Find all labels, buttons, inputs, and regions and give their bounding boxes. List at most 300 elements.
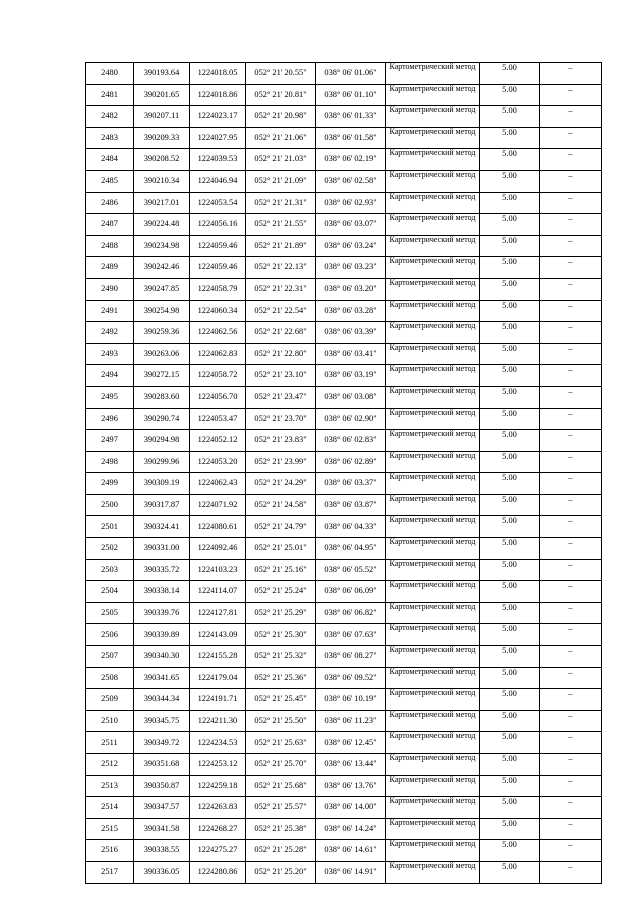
cell-x-coordinate: 390207.11 xyxy=(134,106,190,128)
cell-point-number: 2503 xyxy=(86,559,134,581)
cell-point-number: 2483 xyxy=(86,127,134,149)
cell-method: Картометрический метод xyxy=(386,365,480,387)
cell-accuracy: 5.00 xyxy=(480,192,540,214)
table-row xyxy=(86,235,602,257)
cell-method: Картометрический метод xyxy=(386,106,480,128)
cell-method: Картометрический метод xyxy=(386,624,480,646)
cell-note: – xyxy=(540,214,602,236)
cell-note: – xyxy=(540,170,602,192)
cell-method: Картометрический метод xyxy=(386,494,480,516)
cell-x-coordinate: 390210.34 xyxy=(134,170,190,192)
table-row xyxy=(86,818,602,840)
cell-latitude: 052° 21' 25.29" xyxy=(246,602,316,624)
cell-note: – xyxy=(540,840,602,862)
table-row xyxy=(86,581,602,603)
cell-x-coordinate: 390340.30 xyxy=(134,646,190,668)
table-row xyxy=(86,386,602,408)
table-row xyxy=(86,861,602,883)
cell-longitude: 038° 06' 03.39" xyxy=(316,322,386,344)
cell-point-number: 2511 xyxy=(86,732,134,754)
cell-y-coordinate: 1224155.28 xyxy=(190,646,246,668)
cell-y-coordinate: 1224259.18 xyxy=(190,775,246,797)
cell-point-number: 2493 xyxy=(86,343,134,365)
table-row xyxy=(86,494,602,516)
coordinates-table xyxy=(85,62,602,884)
cell-longitude: 038° 06' 01.58" xyxy=(316,127,386,149)
cell-y-coordinate: 1224263.83 xyxy=(190,797,246,819)
cell-longitude: 038° 06' 02.19" xyxy=(316,149,386,171)
cell-point-number: 2489 xyxy=(86,257,134,279)
cell-longitude: 038° 06' 14.24" xyxy=(316,818,386,840)
cell-point-number: 2485 xyxy=(86,170,134,192)
table-row xyxy=(86,710,602,732)
cell-method: Картометрический метод xyxy=(386,732,480,754)
cell-latitude: 052° 21' 23.83" xyxy=(246,430,316,452)
cell-y-coordinate: 1224058.72 xyxy=(190,365,246,387)
cell-method: Картометрический метод xyxy=(386,538,480,560)
cell-x-coordinate: 390336.05 xyxy=(134,861,190,883)
cell-note: – xyxy=(540,494,602,516)
cell-longitude: 038° 06' 03.20" xyxy=(316,278,386,300)
cell-note: – xyxy=(540,322,602,344)
cell-x-coordinate: 390351.68 xyxy=(134,754,190,776)
cell-y-coordinate: 1224253.12 xyxy=(190,754,246,776)
cell-x-coordinate: 390341.58 xyxy=(134,818,190,840)
cell-y-coordinate: 1224060.34 xyxy=(190,300,246,322)
table-row xyxy=(86,322,602,344)
cell-y-coordinate: 1224059.46 xyxy=(190,235,246,257)
cell-x-coordinate: 390217.01 xyxy=(134,192,190,214)
cell-x-coordinate: 390242.46 xyxy=(134,257,190,279)
cell-point-number: 2510 xyxy=(86,710,134,732)
cell-note: – xyxy=(540,667,602,689)
cell-y-coordinate: 1224027.95 xyxy=(190,127,246,149)
cell-y-coordinate: 1224114.07 xyxy=(190,581,246,603)
cell-note: – xyxy=(540,818,602,840)
cell-y-coordinate: 1224062.43 xyxy=(190,473,246,495)
cell-accuracy: 5.00 xyxy=(480,170,540,192)
cell-x-coordinate: 390309.19 xyxy=(134,473,190,495)
cell-longitude: 038° 06' 03.23" xyxy=(316,257,386,279)
cell-method: Картометрический метод xyxy=(386,861,480,883)
cell-latitude: 052° 21' 25.38" xyxy=(246,818,316,840)
cell-point-number: 2514 xyxy=(86,797,134,819)
cell-method: Картометрический метод xyxy=(386,840,480,862)
cell-latitude: 052° 21' 25.70" xyxy=(246,754,316,776)
cell-method: Картометрический метод xyxy=(386,278,480,300)
cell-note: – xyxy=(540,84,602,106)
cell-y-coordinate: 1224062.56 xyxy=(190,322,246,344)
cell-latitude: 052° 21' 25.30" xyxy=(246,624,316,646)
cell-note: – xyxy=(540,127,602,149)
table-row xyxy=(86,840,602,862)
cell-y-coordinate: 1224071.92 xyxy=(190,494,246,516)
cell-method: Картометрический метод xyxy=(386,84,480,106)
cell-latitude: 052° 21' 21.09" xyxy=(246,170,316,192)
cell-note: – xyxy=(540,408,602,430)
cell-x-coordinate: 390349.72 xyxy=(134,732,190,754)
cell-longitude: 038° 06' 13.76" xyxy=(316,775,386,797)
cell-accuracy: 5.00 xyxy=(480,214,540,236)
cell-longitude: 038° 06' 04.95" xyxy=(316,538,386,560)
cell-longitude: 038° 06' 02.89" xyxy=(316,451,386,473)
cell-method: Картометрический метод xyxy=(386,516,480,538)
cell-accuracy: 5.00 xyxy=(480,494,540,516)
cell-method: Картометрический метод xyxy=(386,408,480,430)
cell-method: Картометрический метод xyxy=(386,646,480,668)
cell-latitude: 052° 21' 22.54" xyxy=(246,300,316,322)
cell-point-number: 2491 xyxy=(86,300,134,322)
cell-accuracy: 5.00 xyxy=(480,106,540,128)
cell-x-coordinate: 390247.85 xyxy=(134,278,190,300)
cell-point-number: 2501 xyxy=(86,516,134,538)
cell-longitude: 038° 06' 02.83" xyxy=(316,430,386,452)
cell-x-coordinate: 390324.41 xyxy=(134,516,190,538)
cell-latitude: 052° 21' 23.70" xyxy=(246,408,316,430)
cell-method: Картометрический метод xyxy=(386,192,480,214)
cell-accuracy: 5.00 xyxy=(480,343,540,365)
cell-longitude: 038° 06' 03.87" xyxy=(316,494,386,516)
table-row xyxy=(86,106,602,128)
cell-y-coordinate: 1224143.09 xyxy=(190,624,246,646)
cell-latitude: 052° 21' 25.16" xyxy=(246,559,316,581)
cell-point-number: 2515 xyxy=(86,818,134,840)
cell-latitude: 052° 21' 25.68" xyxy=(246,775,316,797)
cell-latitude: 052° 21' 25.01" xyxy=(246,538,316,560)
cell-method: Картометрический метод xyxy=(386,322,480,344)
cell-point-number: 2513 xyxy=(86,775,134,797)
cell-accuracy: 5.00 xyxy=(480,646,540,668)
cell-note: – xyxy=(540,710,602,732)
cell-accuracy: 5.00 xyxy=(480,278,540,300)
cell-longitude: 038° 06' 03.37" xyxy=(316,473,386,495)
cell-x-coordinate: 390339.76 xyxy=(134,602,190,624)
cell-y-coordinate: 1224268.27 xyxy=(190,818,246,840)
cell-note: – xyxy=(540,861,602,883)
cell-accuracy: 5.00 xyxy=(480,84,540,106)
cell-x-coordinate: 390209.33 xyxy=(134,127,190,149)
cell-latitude: 052° 21' 24.58" xyxy=(246,494,316,516)
cell-x-coordinate: 390299.96 xyxy=(134,451,190,473)
table-row xyxy=(86,754,602,776)
table-row xyxy=(86,646,602,668)
cell-note: – xyxy=(540,581,602,603)
cell-method: Картометрический метод xyxy=(386,343,480,365)
cell-latitude: 052° 21' 25.28" xyxy=(246,840,316,862)
cell-method: Картометрический метод xyxy=(386,818,480,840)
cell-point-number: 2507 xyxy=(86,646,134,668)
cell-accuracy: 5.00 xyxy=(480,386,540,408)
cell-x-coordinate: 390335.72 xyxy=(134,559,190,581)
cell-x-coordinate: 390234.98 xyxy=(134,235,190,257)
cell-accuracy: 5.00 xyxy=(480,516,540,538)
table-row xyxy=(86,408,602,430)
cell-y-coordinate: 1224052.12 xyxy=(190,430,246,452)
cell-longitude: 038° 06' 01.10" xyxy=(316,84,386,106)
cell-latitude: 052° 21' 21.55" xyxy=(246,214,316,236)
cell-note: – xyxy=(540,106,602,128)
table-row xyxy=(86,170,602,192)
cell-note: – xyxy=(540,689,602,711)
cell-latitude: 052° 21' 21.89" xyxy=(246,235,316,257)
cell-longitude: 038° 06' 01.06" xyxy=(316,63,386,85)
cell-accuracy: 5.00 xyxy=(480,365,540,387)
cell-note: – xyxy=(540,192,602,214)
cell-note: – xyxy=(540,235,602,257)
table-row xyxy=(86,624,602,646)
cell-y-coordinate: 1224234.53 xyxy=(190,732,246,754)
cell-y-coordinate: 1224280.86 xyxy=(190,861,246,883)
cell-accuracy: 5.00 xyxy=(480,732,540,754)
cell-note: – xyxy=(540,473,602,495)
table-row xyxy=(86,127,602,149)
cell-x-coordinate: 390338.14 xyxy=(134,581,190,603)
cell-y-coordinate: 1224103.23 xyxy=(190,559,246,581)
cell-latitude: 052° 21' 25.63" xyxy=(246,732,316,754)
table-row xyxy=(86,365,602,387)
cell-note: – xyxy=(540,430,602,452)
cell-method: Картометрический метод xyxy=(386,797,480,819)
cell-x-coordinate: 390193.64 xyxy=(134,63,190,85)
cell-accuracy: 5.00 xyxy=(480,861,540,883)
cell-y-coordinate: 1224018.05 xyxy=(190,63,246,85)
cell-latitude: 052° 21' 22.31" xyxy=(246,278,316,300)
cell-y-coordinate: 1224211.30 xyxy=(190,710,246,732)
table-row xyxy=(86,451,602,473)
table-row xyxy=(86,667,602,689)
cell-latitude: 052° 21' 24.79" xyxy=(246,516,316,538)
cell-longitude: 038° 06' 09.52" xyxy=(316,667,386,689)
cell-note: – xyxy=(540,797,602,819)
cell-point-number: 2490 xyxy=(86,278,134,300)
cell-x-coordinate: 390317.87 xyxy=(134,494,190,516)
cell-point-number: 2502 xyxy=(86,538,134,560)
cell-method: Картометрический метод xyxy=(386,754,480,776)
cell-point-number: 2500 xyxy=(86,494,134,516)
table-row xyxy=(86,84,602,106)
cell-latitude: 052° 21' 25.24" xyxy=(246,581,316,603)
cell-method: Картометрический метод xyxy=(386,451,480,473)
cell-longitude: 038° 06' 03.08" xyxy=(316,386,386,408)
cell-y-coordinate: 1224058.79 xyxy=(190,278,246,300)
cell-x-coordinate: 390294.98 xyxy=(134,430,190,452)
cell-longitude: 038° 06' 08.27" xyxy=(316,646,386,668)
cell-longitude: 038° 06' 02.93" xyxy=(316,192,386,214)
cell-latitude: 052° 21' 20.98" xyxy=(246,106,316,128)
cell-method: Картометрический метод xyxy=(386,775,480,797)
cell-method: Картометрический метод xyxy=(386,473,480,495)
cell-point-number: 2488 xyxy=(86,235,134,257)
cell-latitude: 052° 21' 25.45" xyxy=(246,689,316,711)
cell-longitude: 038° 06' 03.07" xyxy=(316,214,386,236)
cell-latitude: 052° 21' 22.68" xyxy=(246,322,316,344)
cell-note: – xyxy=(540,451,602,473)
cell-latitude: 052° 21' 23.47" xyxy=(246,386,316,408)
cell-method: Картометрический метод xyxy=(386,667,480,689)
table-row xyxy=(86,689,602,711)
cell-longitude: 038° 06' 02.90" xyxy=(316,408,386,430)
cell-method: Картометрический метод xyxy=(386,300,480,322)
cell-longitude: 038° 06' 13.44" xyxy=(316,754,386,776)
table-row xyxy=(86,192,602,214)
cell-x-coordinate: 390283.60 xyxy=(134,386,190,408)
cell-accuracy: 5.00 xyxy=(480,818,540,840)
cell-latitude: 052° 21' 22.80" xyxy=(246,343,316,365)
cell-point-number: 2496 xyxy=(86,408,134,430)
cell-y-coordinate: 1224179.04 xyxy=(190,667,246,689)
cell-accuracy: 5.00 xyxy=(480,127,540,149)
cell-latitude: 052° 21' 23.99" xyxy=(246,451,316,473)
cell-latitude: 052° 21' 20.55" xyxy=(246,63,316,85)
cell-note: – xyxy=(540,343,602,365)
cell-note: – xyxy=(540,149,602,171)
cell-accuracy: 5.00 xyxy=(480,322,540,344)
cell-y-coordinate: 1224092.46 xyxy=(190,538,246,560)
cell-note: – xyxy=(540,602,602,624)
cell-accuracy: 5.00 xyxy=(480,149,540,171)
cell-accuracy: 5.00 xyxy=(480,754,540,776)
cell-note: – xyxy=(540,516,602,538)
cell-point-number: 2506 xyxy=(86,624,134,646)
cell-method: Картометрический метод xyxy=(386,386,480,408)
cell-accuracy: 5.00 xyxy=(480,451,540,473)
cell-y-coordinate: 1224275.27 xyxy=(190,840,246,862)
cell-latitude: 052° 21' 24.29" xyxy=(246,473,316,495)
cell-point-number: 2480 xyxy=(86,63,134,85)
cell-latitude: 052° 21' 25.20" xyxy=(246,861,316,883)
table-row xyxy=(86,214,602,236)
cell-y-coordinate: 1224023.17 xyxy=(190,106,246,128)
cell-note: – xyxy=(540,775,602,797)
cell-x-coordinate: 390347.57 xyxy=(134,797,190,819)
table-row xyxy=(86,300,602,322)
cell-method: Картометрический метод xyxy=(386,149,480,171)
cell-x-coordinate: 390350.87 xyxy=(134,775,190,797)
cell-x-coordinate: 390290.74 xyxy=(134,408,190,430)
table-row xyxy=(86,473,602,495)
cell-point-number: 2499 xyxy=(86,473,134,495)
cell-accuracy: 5.00 xyxy=(480,538,540,560)
cell-longitude: 038° 06' 14.91" xyxy=(316,861,386,883)
cell-method: Картометрический метод xyxy=(386,63,480,85)
cell-longitude: 038° 06' 11.23" xyxy=(316,710,386,732)
cell-longitude: 038° 06' 03.24" xyxy=(316,235,386,257)
cell-longitude: 038° 06' 10.19" xyxy=(316,689,386,711)
cell-point-number: 2498 xyxy=(86,451,134,473)
cell-accuracy: 5.00 xyxy=(480,63,540,85)
cell-accuracy: 5.00 xyxy=(480,689,540,711)
table-row xyxy=(86,257,602,279)
cell-accuracy: 5.00 xyxy=(480,300,540,322)
cell-y-coordinate: 1224059.46 xyxy=(190,257,246,279)
cell-x-coordinate: 390345.75 xyxy=(134,710,190,732)
cell-x-coordinate: 390254.98 xyxy=(134,300,190,322)
cell-note: – xyxy=(540,538,602,560)
cell-accuracy: 5.00 xyxy=(480,840,540,862)
cell-method: Картометрический метод xyxy=(386,602,480,624)
table-row xyxy=(86,430,602,452)
cell-y-coordinate: 1224191.71 xyxy=(190,689,246,711)
cell-longitude: 038° 06' 03.41" xyxy=(316,343,386,365)
table-row xyxy=(86,775,602,797)
cell-accuracy: 5.00 xyxy=(480,473,540,495)
cell-accuracy: 5.00 xyxy=(480,624,540,646)
cell-note: – xyxy=(540,624,602,646)
cell-method: Картометрический метод xyxy=(386,127,480,149)
cell-method: Картометрический метод xyxy=(386,710,480,732)
cell-accuracy: 5.00 xyxy=(480,602,540,624)
cell-longitude: 038° 06' 04.33" xyxy=(316,516,386,538)
cell-x-coordinate: 390344.34 xyxy=(134,689,190,711)
cell-longitude: 038° 06' 02.58" xyxy=(316,170,386,192)
cell-x-coordinate: 390224.48 xyxy=(134,214,190,236)
cell-x-coordinate: 390201.65 xyxy=(134,84,190,106)
cell-accuracy: 5.00 xyxy=(480,667,540,689)
cell-point-number: 2482 xyxy=(86,106,134,128)
cell-y-coordinate: 1224127.81 xyxy=(190,602,246,624)
cell-x-coordinate: 390263.06 xyxy=(134,343,190,365)
cell-longitude: 038° 06' 01.33" xyxy=(316,106,386,128)
cell-note: – xyxy=(540,559,602,581)
cell-longitude: 038° 06' 05.52" xyxy=(316,559,386,581)
table-row xyxy=(86,516,602,538)
cell-longitude: 038° 06' 06.09" xyxy=(316,581,386,603)
cell-latitude: 052° 21' 21.06" xyxy=(246,127,316,149)
table-row xyxy=(86,732,602,754)
cell-point-number: 2481 xyxy=(86,84,134,106)
table-row xyxy=(86,538,602,560)
table-row xyxy=(86,602,602,624)
coordinates-table-body xyxy=(86,63,602,884)
cell-point-number: 2516 xyxy=(86,840,134,862)
cell-note: – xyxy=(540,257,602,279)
table-row xyxy=(86,278,602,300)
cell-method: Картометрический метод xyxy=(386,235,480,257)
cell-y-coordinate: 1224053.47 xyxy=(190,408,246,430)
cell-longitude: 038° 06' 03.28" xyxy=(316,300,386,322)
cell-point-number: 2517 xyxy=(86,861,134,883)
cell-x-coordinate: 390259.36 xyxy=(134,322,190,344)
cell-latitude: 052° 21' 21.31" xyxy=(246,192,316,214)
cell-note: – xyxy=(540,63,602,85)
cell-note: – xyxy=(540,754,602,776)
table-row xyxy=(86,149,602,171)
cell-point-number: 2497 xyxy=(86,430,134,452)
cell-y-coordinate: 1224080.61 xyxy=(190,516,246,538)
cell-method: Картометрический метод xyxy=(386,689,480,711)
cell-point-number: 2495 xyxy=(86,386,134,408)
cell-accuracy: 5.00 xyxy=(480,559,540,581)
cell-latitude: 052° 21' 25.50" xyxy=(246,710,316,732)
cell-longitude: 038° 06' 14.61" xyxy=(316,840,386,862)
table-row xyxy=(86,797,602,819)
cell-point-number: 2505 xyxy=(86,602,134,624)
cell-y-coordinate: 1224056.70 xyxy=(190,386,246,408)
cell-longitude: 038° 06' 12.45" xyxy=(316,732,386,754)
cell-accuracy: 5.00 xyxy=(480,408,540,430)
cell-method: Картометрический метод xyxy=(386,581,480,603)
table-row xyxy=(86,343,602,365)
cell-x-coordinate: 390338.55 xyxy=(134,840,190,862)
cell-note: – xyxy=(540,386,602,408)
cell-accuracy: 5.00 xyxy=(480,797,540,819)
cell-point-number: 2492 xyxy=(86,322,134,344)
cell-x-coordinate: 390339.89 xyxy=(134,624,190,646)
cell-accuracy: 5.00 xyxy=(480,775,540,797)
cell-x-coordinate: 390272.15 xyxy=(134,365,190,387)
cell-y-coordinate: 1224053.54 xyxy=(190,192,246,214)
cell-point-number: 2484 xyxy=(86,149,134,171)
